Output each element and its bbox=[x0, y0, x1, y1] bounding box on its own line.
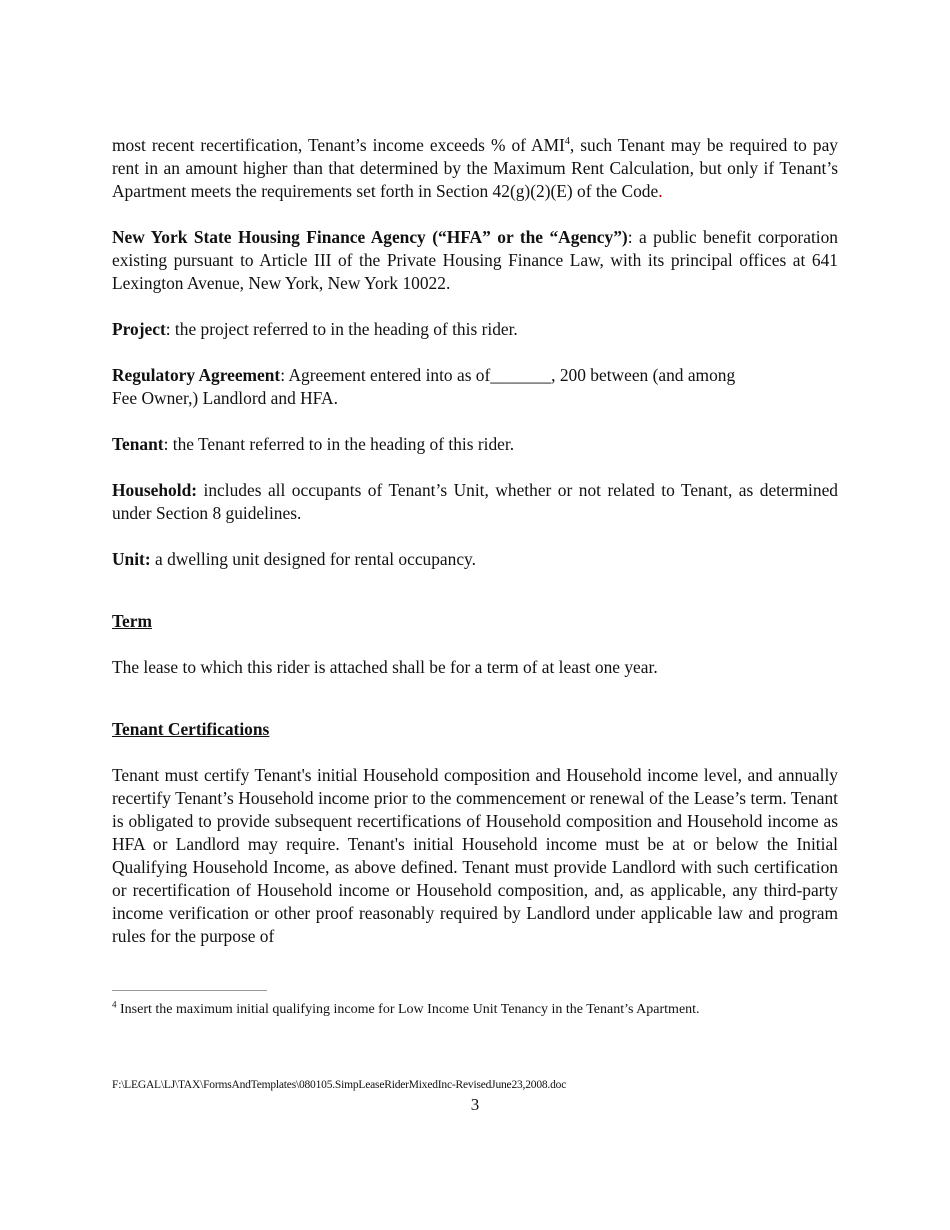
file-path-footer: F:\LEGAL\LJ\TAX\FormsAndTemplates\080105.SimpLeaseRiderMixedInc-RevisedJune23,2008.doc bbox=[112, 1079, 567, 1091]
section-heading-tenant-certifications: Tenant Certifications bbox=[112, 719, 270, 739]
certifications-body: Tenant must certify Tenant's initial Household composition and Household income level, and annually recertify Tenant’s Household income prior to the commencement or renewal of the Lease’s term. Tenant is obligated to provide subsequent recertifications of Household composition and Household income as HFA or Landlord may require. Tenant's initial Household income must be at or below the Initial Qualifying Household Income, as above defined. Tenant must provide Landlord with such certification or recertification of Household income or Household composition, and, as applicable, any third-party income verification or other proof reasonably required by Landlord under applicable law and program rules for the purpose of bbox=[112, 765, 838, 946]
footnote-reference[interactable]: 4 bbox=[564, 136, 570, 148]
definition-household bbox=[112, 479, 838, 525]
continued-text-a: most recent recertification, Tenant’s income exceeds % of AMI bbox=[112, 135, 565, 155]
page-number: 3 bbox=[470, 1095, 480, 1114]
definition-term: Project bbox=[112, 319, 166, 339]
definition-term: Regulatory Agreement bbox=[112, 365, 281, 385]
definition-term: Tenant bbox=[112, 434, 164, 454]
definition-text-line2: Fee Owner,) Landlord and HFA. bbox=[112, 388, 338, 408]
page-content bbox=[112, 134, 838, 948]
definition-project bbox=[112, 318, 838, 341]
definition-hfa bbox=[112, 226, 838, 295]
definition-regulatory-agreement bbox=[112, 364, 838, 410]
footnote-marker: 4 bbox=[112, 999, 117, 1010]
definition-text: includes all occupants of Tenant’s Unit, whether or not related to Tenant, as determined under Section 8 guidelines. bbox=[112, 480, 838, 523]
definition-term: New York State Housing Finance Agency (“HFA” or the “Agency”) bbox=[112, 227, 628, 247]
footnote-text: Insert the maximum initial qualifying income for Low Income Unit Tenancy in the Tenant’s Apartment. bbox=[116, 1002, 700, 1017]
definition-term: Household: bbox=[112, 480, 198, 500]
definition-term: Unit: bbox=[112, 549, 151, 569]
definition-text: : the Tenant referred to in the heading of this rider. bbox=[163, 434, 515, 454]
definition-text: : a public benefit corporation existing pursuant to Article III of the Private Housing Finance Law, with its principal offices at 641 Lexington Avenue, New York, New York 10022. bbox=[112, 227, 838, 293]
section-heading-term: Term bbox=[112, 611, 152, 631]
continued-text-b: , such Tenant may be required to pay rent in an amount higher than that determined by the Maximum Rent Calculation, but only if Tenant’s Apartment meets the requirements set forth in Section 42(g)(2)(E) of the Code bbox=[112, 135, 838, 201]
continued-paragraph bbox=[112, 134, 838, 203]
term-body: The lease to which this rider is attached shall be for a term of at least one year. bbox=[112, 657, 658, 677]
footnote-separator bbox=[112, 990, 267, 991]
definition-unit bbox=[112, 548, 838, 571]
continued-period: . bbox=[658, 181, 663, 201]
definition-tenant bbox=[112, 433, 838, 456]
definition-text: a dwelling unit designed for rental occupancy. bbox=[150, 549, 476, 569]
definition-text: : the project referred to in the heading of this rider. bbox=[165, 319, 518, 339]
definition-text-line1: : Agreement entered into as of_______, 200 between (and among bbox=[280, 365, 736, 385]
footnote bbox=[112, 1001, 838, 1019]
